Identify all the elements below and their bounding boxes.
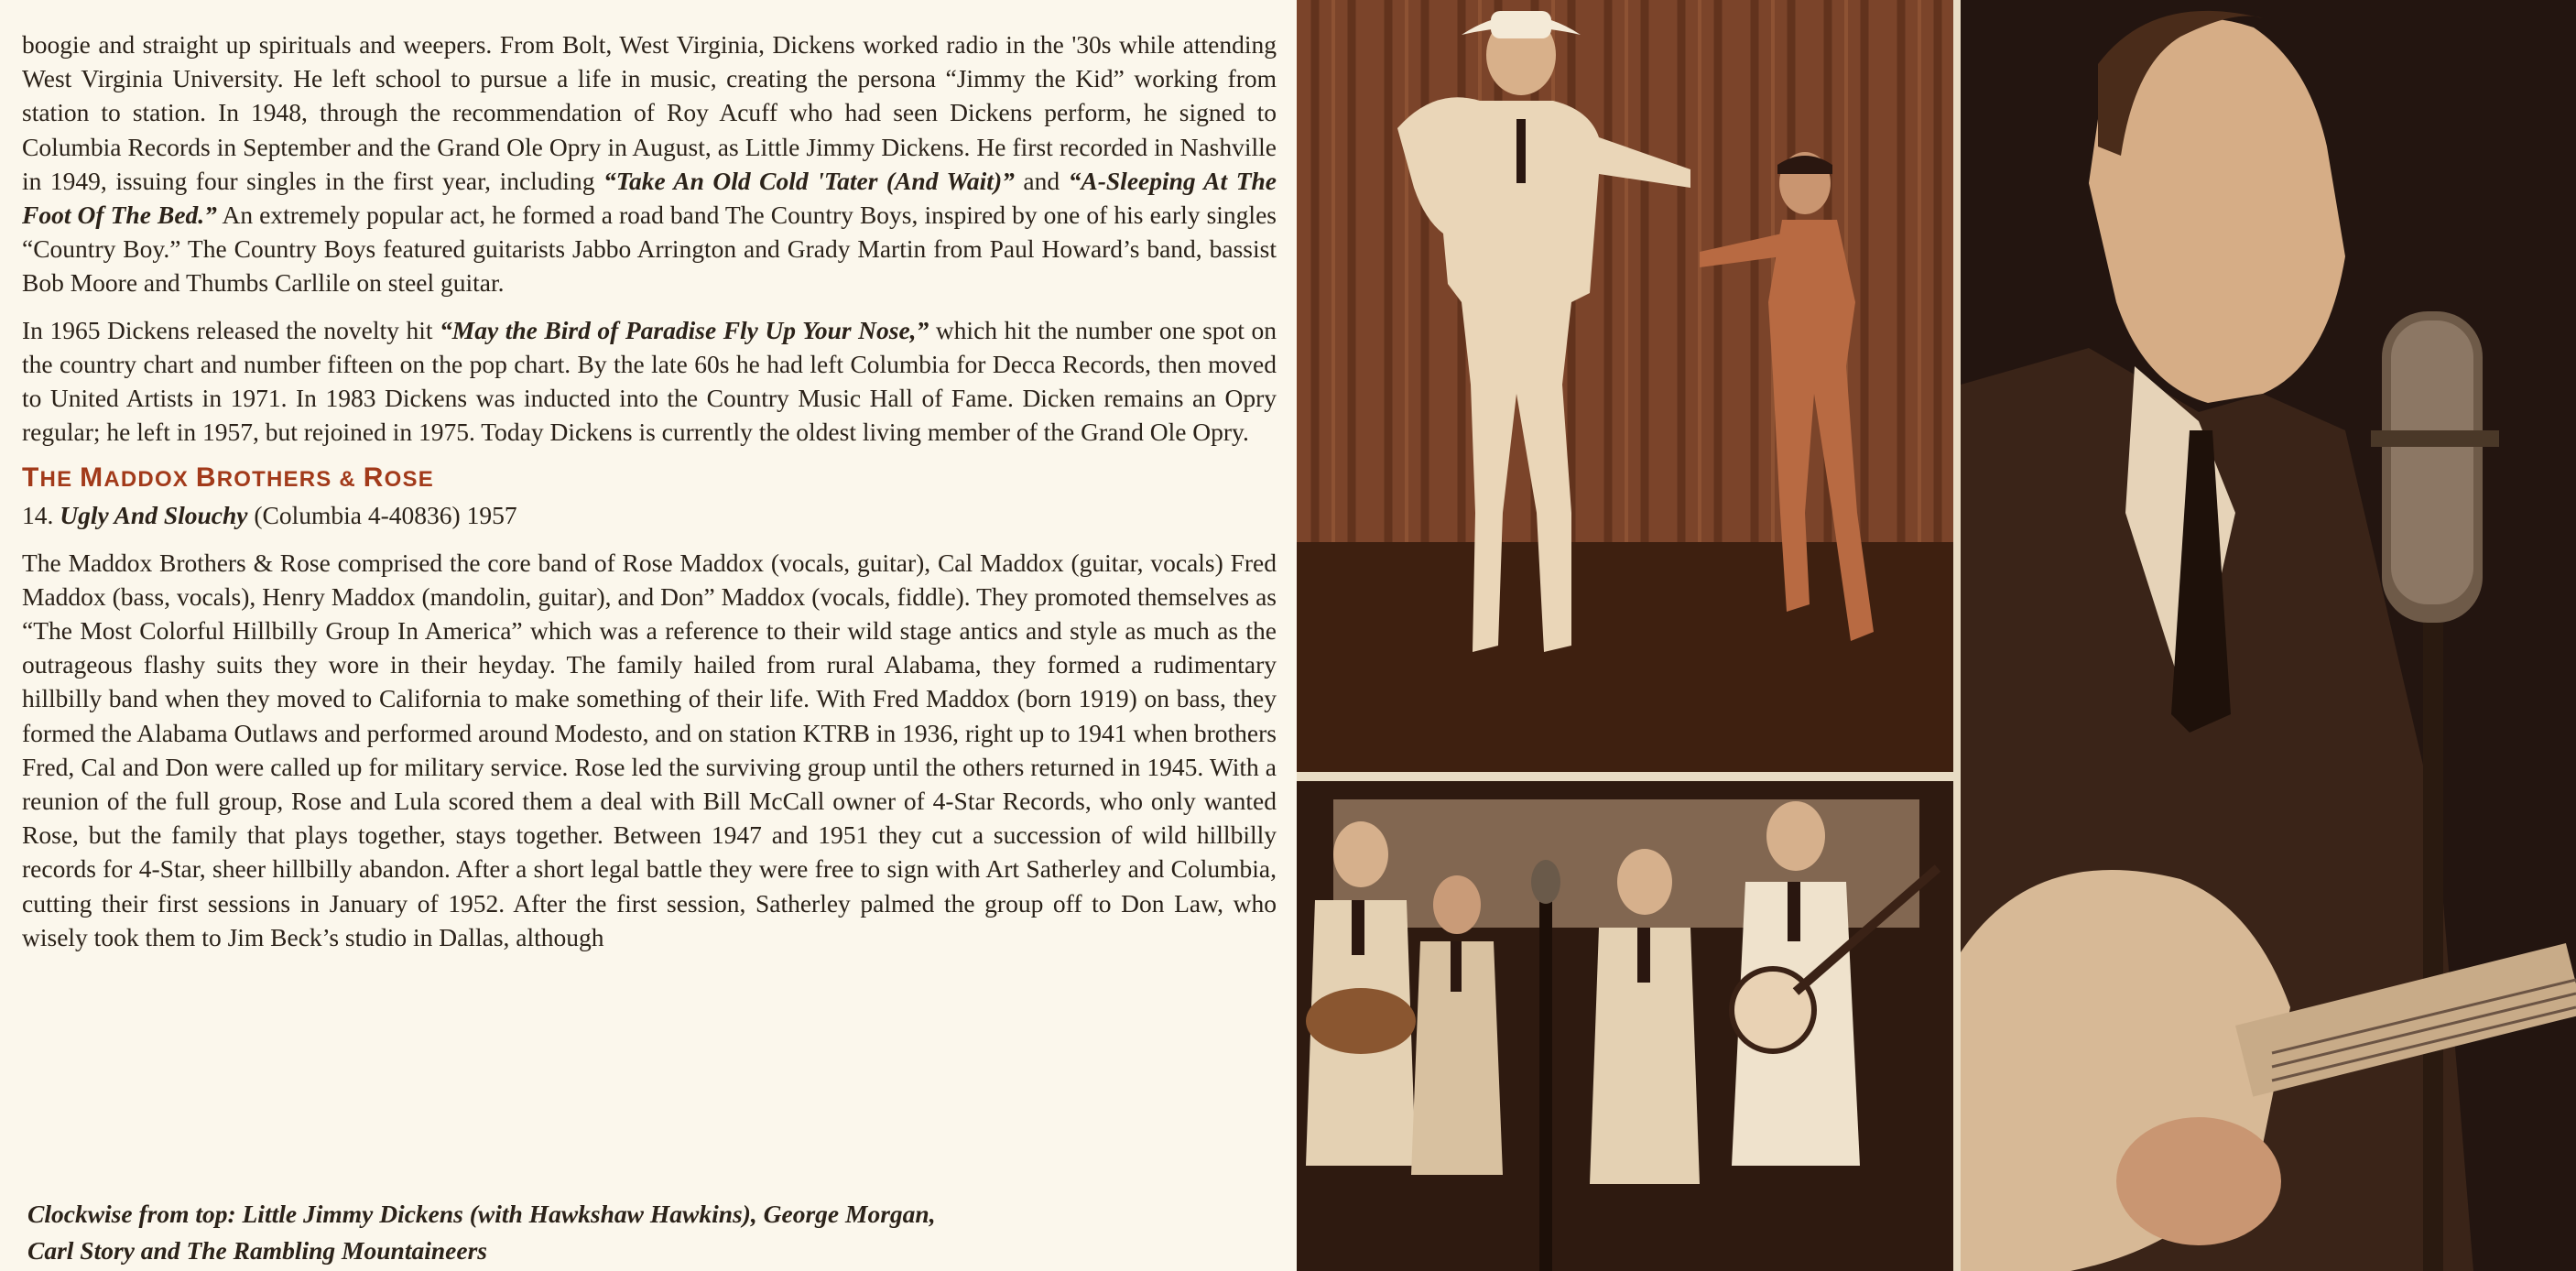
heading-part: ADDOX xyxy=(103,467,196,493)
band-photo-illustration xyxy=(1297,781,1953,1271)
singer-photo-illustration xyxy=(1961,0,2576,1271)
song-title-take-an-old-cold-tater: “Take An Old Cold 'Tater (And Wait)” xyxy=(603,166,1015,195)
stage-photo-illustration xyxy=(1297,0,1953,772)
photo-caption xyxy=(27,1196,1282,1269)
heading-part: OSE xyxy=(384,467,434,493)
paragraph-dickens-later xyxy=(22,313,1277,450)
photo-rambling-mountaineers xyxy=(1297,781,1953,1271)
track-listing xyxy=(22,498,1277,532)
photo-divider-horizontal xyxy=(1297,772,1953,781)
text-run: An extremely popular act, he formed a road band The Country Boys, inspired by one of his early singles “Country Boy.” The Country Boys featured guitarists Jabbo Arrington and Grady Martin from Paul Howard’s band, bassist Bob Moore and Thumbs Carllile on steel guitar. xyxy=(22,201,1277,298)
song-title-a-sleeping: “A-Sleeping At The Foot Of The Bed.” xyxy=(22,166,1277,230)
photo-divider-vertical xyxy=(1953,0,1961,1271)
paragraph-maddox-bio: The Maddox Brothers & Rose comprised the core band of Rose Maddox (vocals, guitar), Cal Maddox (guitar, vocals) Fred Maddox (bass, vocals), Henry Maddox (mandolin, guitar), and Don” Maddox (vocals, fiddle). They promoted themselves as “The Most Colorful Hillbilly Group In America” which was a reference to their wild stage antics and style as much as the outrageous flashy suits they wore in their heyday. The family hailed from rural Alabama, they formed a rudimentary hillbilly band when they moved to California to make something of their life. With Fred Maddox (born 1919) on bass, they formed the Alabama Outlaws and performed around Modesto, and on station KTRB in 1936, right up to 1941 when brothers Fred, Cal and Don were called up for military service. Rose led the surviving group until the others returned in 1945. With a reunion of the full group, Rose and Lula scored them a deal with Bill McCall owner of 4-Star Records, who only wanted Rose, but the family that plays together, stays together. Between 1947 and 1951 they cut a succession of wild hillbilly records for 4-Star, sheer hillbilly abandon. After a short legal battle they were free to sign with Art Satherley and Columbia, cutting their first sessions in January of 1952. After the first session, Satherley palmed the group off to Don Law, who wisely took them to Jim Beck’s studio in Dallas, although xyxy=(22,548,1277,951)
heading-part: HE xyxy=(39,467,81,493)
text-run: and xyxy=(1014,166,1069,195)
caption-line-2: Carl Story and The Rambling Mountaineers xyxy=(27,1236,487,1265)
paragraph-dickens-bio xyxy=(22,27,1277,300)
track-number: 14. xyxy=(22,501,54,530)
track-title: Ugly And Slouchy xyxy=(60,501,248,530)
track-details: (Columbia 4-40836) 1957 xyxy=(254,501,517,530)
heading-part: R xyxy=(363,462,385,494)
stage-curtain xyxy=(1297,0,1953,549)
article-column xyxy=(22,27,1277,954)
heading-part: B xyxy=(195,462,217,494)
text-run: In 1965 Dickens released the novelty hit xyxy=(22,315,440,344)
text-run: which hit the number one spot on the country chart and number fifteen on the pop chart. By the late 60s he had left Columbia for Decca Records, then moved to United Artists in 1971. In 1983 Dickens was inducted into the Country Music Hall of Fame. Dicken remains an Opry regular; he left in 1957, but rejoined in 1975. Today Dickens is currently the oldest living member of the Grand Ole Opry. xyxy=(22,315,1277,447)
heading-part: ROTHERS & xyxy=(216,467,364,493)
song-title-bird-of-paradise: “May the Bird of Paradise Fly Up Your Nose,” xyxy=(440,315,929,344)
photo-george-morgan xyxy=(1961,0,2576,1271)
caption-line-1: Clockwise from top: Little Jimmy Dickens (with Hawkshaw Hawkins), George Morgan, xyxy=(27,1200,936,1228)
text-run: boogie and straight up spirituals and weepers. From Bolt, West Virginia, Dickens worked radio in the '30s while attending West Virginia University. He left school to pursue a life in music, creating the persona “Jimmy the Kid” working from station to station. In 1948, through the recommendation of Roy Acuff who had seen Dickens perform, he signed to Columbia Records in September and the Grand Ole Opry in August, as Little Jimmy Dickens. He first recorded in Nashville in 1949, issuing four singles in the first year, including xyxy=(22,30,1277,195)
section-heading-maddox xyxy=(22,462,1277,496)
photo-dickens-hawkins xyxy=(1297,0,1953,772)
heading-part: M xyxy=(80,462,104,494)
heading-part: T xyxy=(22,462,40,494)
